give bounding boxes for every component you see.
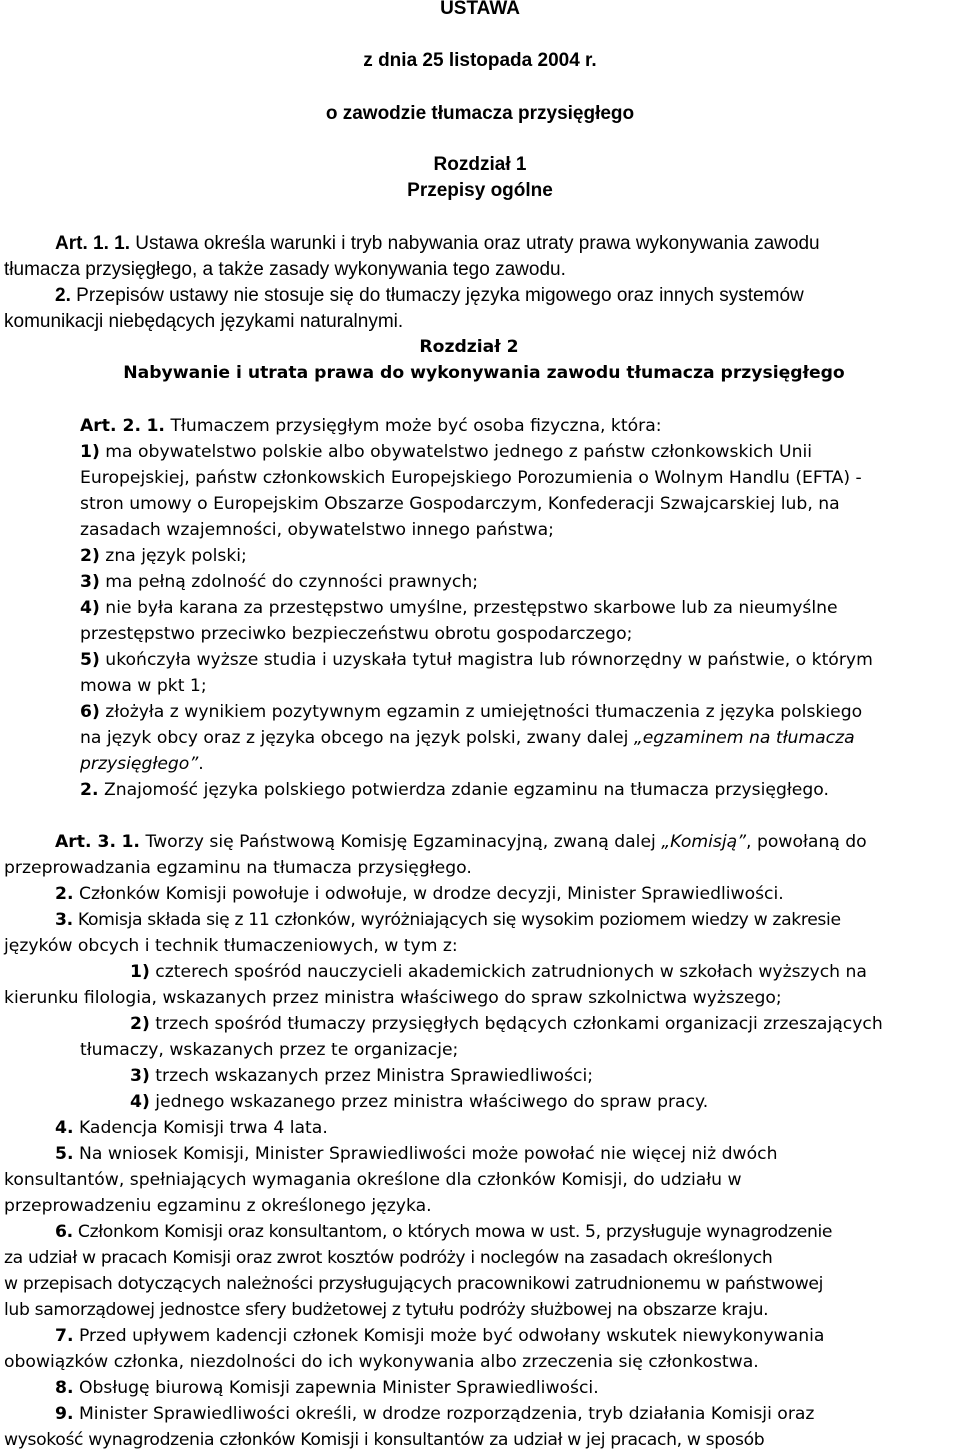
art-3-para-6-text: Członkom Komisji oraz konsultantom, o których mowa w ust. 5, przysługuje wynagrodzenie <box>77 1222 833 1242</box>
art-3-para-3-item-4 <box>130 1092 708 1112</box>
art-3-para-4 <box>55 1118 328 1138</box>
art-3-para-3-item-4-number: 4) <box>130 1092 150 1112</box>
art-3-para-8-number: 8. <box>55 1378 74 1398</box>
art-3-para-3-number: 3. <box>55 910 73 930</box>
art-2 <box>80 416 662 436</box>
art-1-label: Art. 1. <box>55 233 109 254</box>
art-3-para-3-item-1-text: czterech spośród nauczycieli akademickich zatrudnionych w szkołach wyższych na <box>155 962 867 982</box>
art-2-item-2 <box>80 546 247 566</box>
art-3-para-2 <box>55 884 784 904</box>
art-2-item-5-number: 5) <box>80 650 100 670</box>
art-2-item-6-line-3 <box>80 754 204 774</box>
art-2-item-4-text: nie była karana za przestępstwo umyślne, przestępstwo skarbowe lub za nieumyślne <box>105 598 838 618</box>
art-2-item-1-line-3: stron umowy o Europejskim Obszarze Gospodarczym, Konfederacji Szwajcarskiej lub, na <box>80 494 840 514</box>
art-3-para-8 <box>55 1378 599 1398</box>
art-2-item-4-number: 4) <box>80 598 100 618</box>
art-2-item-6-text: złożyła z wynikiem pozytywnym egzamin z umiejętności tłumaczenia z języka polskiego <box>105 702 863 722</box>
art-2-para-2 <box>80 780 829 800</box>
art-2-item-1-number: 1) <box>80 442 100 462</box>
art-3-para-4-number: 4. <box>55 1118 74 1138</box>
art-2-para-1-intro: Tłumaczem przysięgłym może być osoba fizyczna, która: <box>170 416 662 436</box>
chapter-2-name: Nabywanie i utrata prawa do wykonywania zawodu tłumacza przysięgłego <box>123 363 845 383</box>
art-3-para-5-line-2: konsultantów, spełniających wymagania określone dla członków Komisji, do udziału w <box>4 1170 742 1190</box>
art-3-para-3 <box>55 910 841 930</box>
art-3-label: Art. 3. <box>55 832 116 852</box>
art-3-para-7-number: 7. <box>55 1326 74 1346</box>
art-3-para-9 <box>55 1404 814 1424</box>
art-3-para-1-text: Tworzy się Państwową Komisję Egzaminacyjną, zwaną dalej <box>145 832 656 852</box>
art-3-para-6 <box>55 1222 832 1242</box>
art-3-para-3-line-2: języków obcych i technik tłumaczeniowych, w tym z: <box>4 936 458 956</box>
art-3-para-9-line-2: wysokość wynagrodzenia członków Komisji i konsultantów za udział w jej pracach, w sposób <box>4 1430 765 1450</box>
art-2-item-4-line-2: przestępstwo przeciwko bezpieczeństwu obrotu gospodarczego; <box>80 624 633 644</box>
chapter-1-heading: Rozdział 1 <box>433 154 527 175</box>
art-3-para-5-number: 5. <box>55 1144 74 1164</box>
art-3-para-7-line-2: obowiązków członka, niezdolności do ich wykonywania albo zrzeczenia się członkostwa. <box>4 1352 759 1372</box>
art-2-item-4 <box>80 598 838 618</box>
art-3 <box>55 832 867 852</box>
art-2-item-3-text: ma pełną zdolność do czynności prawnych; <box>105 572 479 592</box>
art-3-para-4-text: Kadencja Komisji trwa 4 lata. <box>78 1118 328 1138</box>
art-2-item-1-line-2: Europejskiej, państw członkowskich Europejskiego Porozumienia o Wolnym Handlu (EFTA) - <box>80 468 862 488</box>
art-2-item-2-number: 2) <box>80 546 100 566</box>
art-3-para-2-number: 2. <box>55 884 74 904</box>
art-2-para-2-number: 2. <box>80 780 99 800</box>
art-3-para-6-number: 6. <box>55 1222 73 1242</box>
art-1 <box>55 233 820 255</box>
art-2-item-6-line-2-text: na język obcy oraz z języka obcego na język polski, zwany dalej <box>80 728 629 748</box>
art-3-para-1-defined-term: „Komisją” <box>661 832 747 852</box>
art-2-item-6-line-2 <box>80 728 855 748</box>
act-title: USTAWA <box>440 0 520 19</box>
art-3-para-3-item-4-text: jednego wskazanego przez ministra właściwego do spraw pracy. <box>155 1092 709 1112</box>
act-subject: o zawodzie tłumacza przysięgłego <box>325 103 635 124</box>
art-3-para-3-item-3 <box>130 1066 593 1086</box>
art-2-item-6-number: 6) <box>80 702 100 722</box>
art-3-para-3-item-3-text: trzech wskazanych przez Ministra Sprawiedliwości; <box>155 1066 594 1086</box>
art-3-para-3-item-3-number: 3) <box>130 1066 150 1086</box>
art-2-item-1-text: ma obywatelstwo polskie albo obywatelstwo jednego z państw członkowskich Unii <box>105 442 813 462</box>
art-3-para-6-line-4: lub samorządowej jednostce sfery budżetowej z tytułu podróży służbowej na obszarze kraju. <box>4 1300 769 1320</box>
art-2-para-1-number: 1. <box>146 416 165 436</box>
art-1-para-1-number: 1. <box>114 233 130 254</box>
art-2-item-6-defined-term-end: przysięgłego” <box>80 754 199 774</box>
art-2-item-6-period: . <box>198 754 204 774</box>
art-2-para-2-text: Znajomość języka polskiego potwierdza zdanie egzaminu na tłumacza przysięgłego. <box>103 780 829 800</box>
art-3-para-3-item-2-number: 2) <box>130 1014 150 1034</box>
art-2-item-3 <box>80 572 478 592</box>
art-3-para-3-text: Komisja składa się z 11 członków, wyróżniających się wysokim poziomem wiedzy w zakresie <box>77 910 841 930</box>
art-3-para-6-line-3: w przepisach dotyczących należności przysługujących pracownikowi zatrudnionemu w państwowej <box>4 1274 824 1294</box>
art-2-item-2-text: zna język polski; <box>105 546 247 566</box>
art-2-item-1-line-4: zasadach wzajemności, obywatelstwo innego państwa; <box>80 520 554 540</box>
art-3-para-3-item-2-text: trzech spośród tłumaczy przysięgłych będących członkami organizacji zrzeszających <box>155 1014 883 1034</box>
art-2-item-6-defined-term: „egzaminem na tłumacza <box>633 728 855 748</box>
art-1-para-2-text: Przepisów ustawy nie stosuje się do tłumaczy języka migowego oraz innych systemów <box>76 285 804 306</box>
art-3-para-6-line-2: za udział w pracach Komisji oraz zwrot kosztów podróży i noclegów na zasadach określonych <box>4 1248 773 1268</box>
art-3-para-5 <box>55 1144 777 1164</box>
art-1-para-1-text: Ustawa określa warunki i tryb nabywania oraz utraty prawa wykonywania zawodu <box>135 233 820 254</box>
art-3-para-7 <box>55 1326 824 1346</box>
art-1-para-2 <box>55 285 804 307</box>
art-1-para-2-number: 2. <box>55 285 71 306</box>
art-2-item-6 <box>80 702 862 722</box>
art-3-para-1-number: 1. <box>121 832 140 852</box>
art-3-para-5-text: Na wniosek Komisji, Minister Sprawiedliwości może powołać nie więcej niż dwóch <box>78 1144 778 1164</box>
art-3-para-3-item-2-line-2: tłumaczy, wskazanych przez te organizacje; <box>80 1040 459 1060</box>
art-3-para-9-number: 9. <box>55 1404 74 1424</box>
art-2-item-1 <box>80 442 812 462</box>
art-2-label: Art. 2. <box>80 416 141 436</box>
chapter-1-name: Przepisy ogólne <box>407 180 553 201</box>
art-1-para-1-line-2: tłumacza przysięgłego, a także zasady wykonywania tego zawodu. <box>4 259 566 280</box>
art-3-para-5-line-3: przeprowadzeniu egzaminu z określonego języka. <box>4 1196 432 1216</box>
art-3-para-3-item-1 <box>130 962 867 982</box>
chapter-2-heading: Rozdział 2 <box>419 337 519 357</box>
art-2-item-5-text: ukończyła wyższe studia i uzyskała tytuł magistra lub równorzędny w państwie, o którym <box>105 650 873 670</box>
art-3-para-1-line-2: przeprowadzania egzaminu na tłumacza przysięgłego. <box>4 858 472 878</box>
art-3-para-1-text-end: , powołaną do <box>746 832 867 852</box>
art-3-para-8-text: Obsługę biurową Komisji zapewnia Minister Sprawiedliwości. <box>78 1378 599 1398</box>
art-2-item-5 <box>80 650 873 670</box>
art-3-para-3-item-2 <box>130 1014 883 1034</box>
art-2-item-3-number: 3) <box>80 572 100 592</box>
art-3-para-7-text: Przed upływem kadencji członek Komisji może być odwołany wskutek niewykonywania <box>78 1326 825 1346</box>
art-3-para-3-item-1-line-2: kierunku filologia, wskazanych przez ministra właściwego do spraw szkolnictwa wyższego; <box>4 988 782 1008</box>
art-3-para-9-text: Minister Sprawiedliwości określi, w drodze rozporządzenia, tryb działania Komisji oraz <box>78 1404 815 1424</box>
art-3-para-3-item-1-number: 1) <box>130 962 150 982</box>
art-3-para-2-text: Członków Komisji powołuje i odwołuje, w drodze decyzji, Minister Sprawiedliwości. <box>78 884 784 904</box>
art-1-para-2-line-2: komunikacji niebędących językami naturalnymi. <box>4 311 404 332</box>
act-date: z dnia 25 listopada 2004 r. <box>363 50 597 71</box>
art-2-item-5-line-2: mowa w pkt 1; <box>80 676 207 696</box>
